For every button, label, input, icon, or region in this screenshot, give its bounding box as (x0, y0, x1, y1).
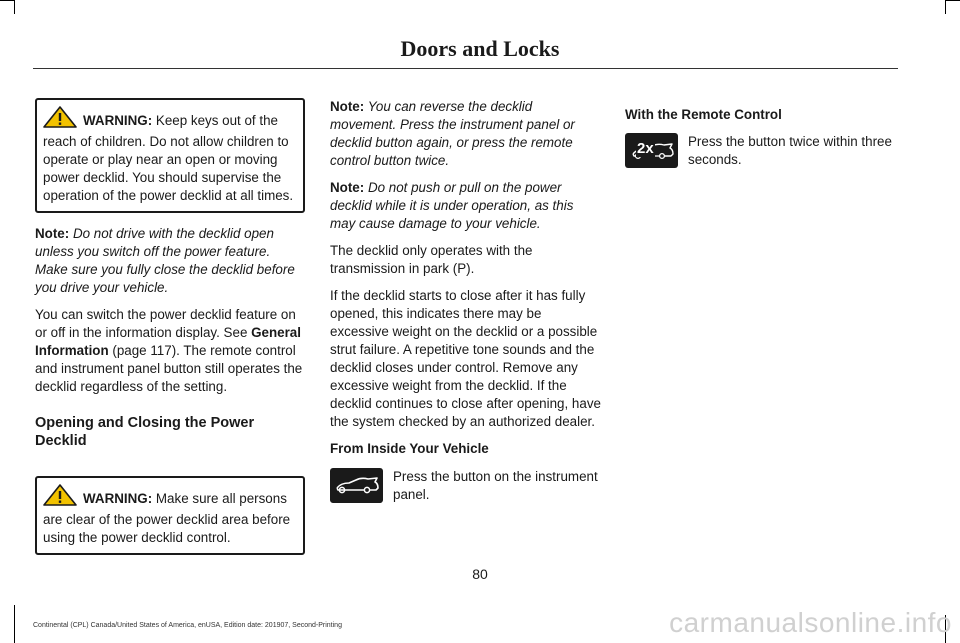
decklid-button-icon (330, 468, 383, 503)
note-label: Note: (330, 99, 365, 114)
section-heading: Opening and Closing the Power Decklid (35, 415, 255, 449)
crop-mark (945, 0, 960, 1)
remote-decklid-button-icon (625, 133, 678, 168)
note-label: Note: (330, 180, 365, 195)
warning-triangle-icon (43, 484, 77, 511)
warning-triangle-icon (43, 106, 77, 133)
note-text: You can reverse the decklid movement. Press the instrument panel or decklid button again, or press the remote control button twice. (330, 99, 575, 168)
footer-edition: Continental (CPL) Canada/United States of America, enUSA, Edition date: 201907, Second-Printing (33, 622, 342, 629)
press-count-label: 2x (637, 140, 654, 157)
subheading: With the Remote Control (625, 107, 782, 122)
paragraph-text: (page 117). The remote control and instrument panel button still operates the decklid regardless of the setting. (35, 343, 303, 394)
page-number: 80 (472, 566, 488, 582)
paragraph (35, 306, 305, 396)
column-left (35, 98, 305, 555)
watermark: carmanualsonline.info (669, 607, 952, 638)
crop-mark (14, 605, 15, 643)
note-text: Do not drive with the decklid open unless you switch off the power feature. Make sure you fully close the decklid before you drive your vehicle. (35, 226, 295, 295)
remote-control-instruction (625, 133, 897, 169)
warning-label: WARNING: (83, 491, 153, 506)
crop-mark (14, 0, 15, 14)
warning-text: Keep keys out of the reach of children. Do not allow children to operate or play near an open or moving power decklid. You should supervise the operation of the power decklid at all times. (43, 113, 294, 203)
column-middle (330, 98, 602, 504)
subheading: From Inside Your Vehicle (330, 441, 489, 456)
warning-label: WARNING: (83, 113, 153, 128)
warning-text: Make sure all persons are clear of the power decklid area before using the power decklid control. (43, 491, 291, 545)
page-title: Doors and Locks (400, 36, 560, 61)
note (330, 98, 602, 170)
paragraph-text: You can switch the power decklid feature on or off in the information display. See (35, 307, 296, 340)
warning-box (35, 476, 305, 555)
instruction-text: Press the button twice within three seconds. (688, 134, 892, 167)
note (35, 225, 305, 297)
instruction-text: Press the button on the instrument panel. (393, 469, 598, 502)
warning-box (35, 98, 305, 213)
paragraph: The decklid only operates with the transmission in park (P). (330, 243, 533, 276)
paragraph: If the decklid starts to close after it has fully opened, this indicates there may be excessive weight on the decklid or a possible strut failure. A repetitive tone sounds and the decklid closes under control. Remove any excessive weight from the decklid. If the decklid continues to close after opening, have the system checked by an authorized dealer. (330, 288, 601, 429)
crop-mark (0, 0, 14, 1)
column-right (625, 98, 897, 169)
header-divider (33, 68, 898, 69)
note-text: Do not push or pull on the power decklid while it is under operation, as this may cause damage to your vehicle. (330, 180, 574, 231)
note-label: Note: (35, 226, 70, 241)
crop-mark (945, 0, 946, 14)
note (330, 179, 602, 233)
instrument-panel-instruction (330, 468, 602, 504)
cross-reference-link[interactable]: General Information (35, 325, 301, 358)
